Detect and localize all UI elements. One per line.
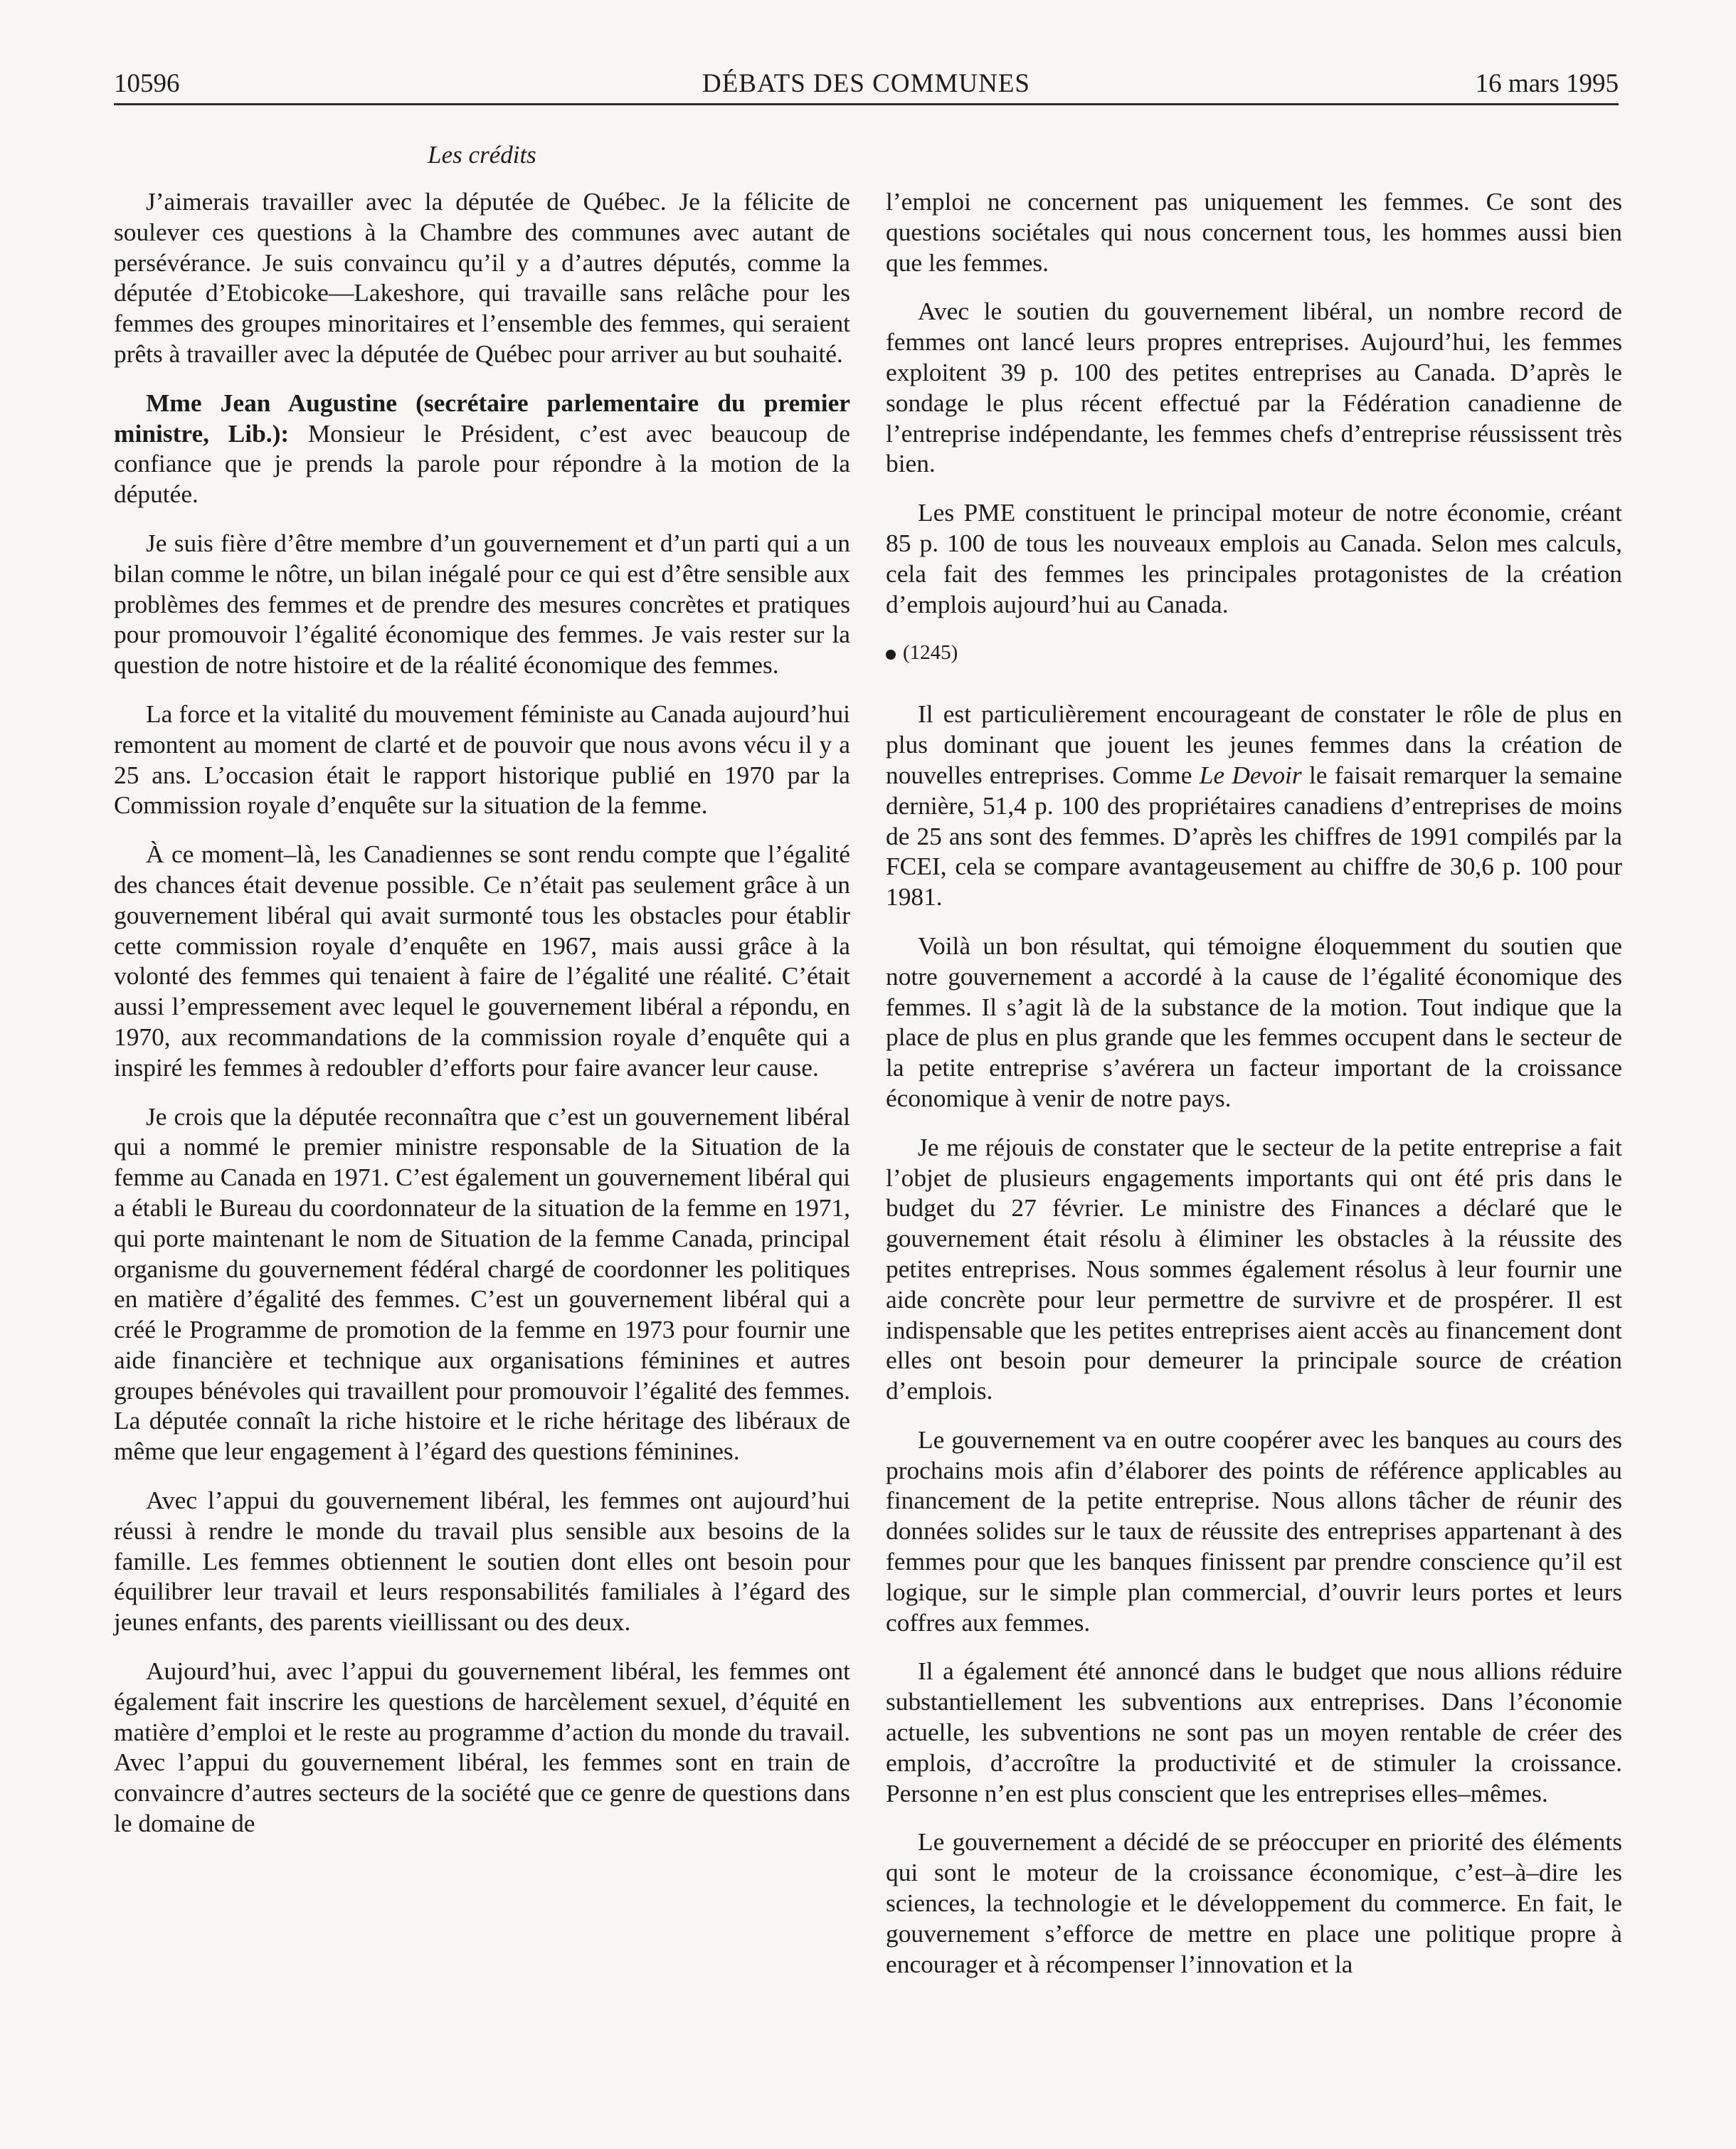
paragraph: Le gouvernement a décidé de se préoccuper en priorité des éléments qui sont le moteur de la croissance économique, c’est–à–dire les sciences, la technologie et le développement du commerce. En fait, le gouvernement s’efforce de mettre en place une politique propre à encourager et à récompenser l’innovation et la bbox=[886, 1827, 1622, 1978]
paragraph: Le gouvernement va en outre coopérer avec les banques au cours des prochains mois afin d’élaborer des points de référence applicables au financement de la petite entreprise. Nous allons tâcher de réunir des données solides sur le taux de réussite des entreprises appartenant à des femmes pour que les banques finissent par prendre conscience qu’il est logique, sur le simple plan commercial, d’ouvrir leurs portes et leurs coffres aux femmes. bbox=[886, 1425, 1622, 1637]
paragraph bbox=[886, 699, 1622, 912]
paragraph: Avec l’appui du gouvernement libéral, les femmes ont aujourd’hui réussi à rendre le monde du travail plus sensible aux besoins de la famille. Les femmes obtiennent le soutien dont elles ont besoin pour équilibrer leur travail et leurs responsabilités familiales à l’égard des jeunes enfants, des parents vieillissant ou des deux. bbox=[114, 1486, 850, 1637]
paragraph: La force et la vitalité du mouvement féministe au Canada aujourd’hui remontent au moment de clarté et de pouvoir que nous avons vécu il y a 25 ans. L’occasion était le rapport historique publié en 1970 par la Commission royale d’enquête sur la situation de la femme. bbox=[114, 699, 850, 820]
speech-text: Monsieur le Président, c’est avec beaucoup de confiance que je prends la parole pour répondre à la motion de la députée. bbox=[114, 418, 850, 509]
paragraph-continued: l’emploi ne concernent pas uniquement les femmes. Ce sont des questions sociétales qui nous concernent tous, les hommes aussi bien que les femmes. bbox=[886, 187, 1622, 277]
right-column bbox=[886, 186, 1622, 1979]
paragraph: Voilà un bon résultat, qui témoigne éloquemment du soutien que notre gouvernement a accordé à la cause de l’égalité économique des femmes. Il s’agit là de la substance de la motion. Tout indique que la place de plus en plus grande que les femmes occupent dans le secteur de la petite entreprise s’avérera un facteur important de la croissance économique à venir de notre pays. bbox=[886, 931, 1622, 1112]
paragraph: Je me réjouis de constater que le secteur de la petite entreprise a fait l’objet de plusieurs engagements importants qui ont été pris dans le budget du 27 février. Le ministre des Finances a déclaré que le gouvernement était résolu à éliminer les obstacles à la réussite des petites entreprises. Nous sommes également résolus à leur fournir une aide concrète pour leur permettre de survivre et de prospérer. Il est indispensable que les petites entreprises aient accès au financement dont elles ont besoin pour demeurer la principale source de création d’emplois. bbox=[886, 1132, 1622, 1405]
page-header bbox=[114, 64, 1619, 104]
paragraph-text: le faisait remarquer la semaine dernière, 51,4 p. 100 des propriétaires canadiens d’entreprises de moins de 25 ans sont des femmes. D’après les chiffres de 1991 compilés par la FCEI, cela se compare avantageusement au chiffre de 30,6 p. 100 pour 1981. bbox=[886, 760, 1622, 912]
left-column bbox=[114, 186, 850, 1839]
paragraph: Je suis fière d’être membre d’un gouvernement et d’un parti qui a un bilan comme le nôtre, un bilan inégalé pour ce qui est d’être sensible aux problèmes des femmes et de prendre des mesures concrètes et pratiques pour promouvoir l’égalité économique des femmes. Je vais rester sur la question de notre histoire et de la réalité économique des femmes. bbox=[114, 528, 850, 680]
bullet-icon bbox=[886, 650, 896, 660]
publication-title: DÉBATS DES COMMUNES bbox=[702, 69, 1030, 98]
section-title: Les crédits bbox=[428, 141, 536, 169]
paragraph: J’aimerais travailler avec la députée de Québec. Je la félicite de soulever ces questions à la Chambre des communes avec autant de persévérance. Je suis convaincu qu’il y a d’autres députés, comme la députée d’Etobicoke—Lakeshore, qui travaille sans relâche pour les femmes des groupes minoritaires et l’ensemble des femmes, qui seraient prêts à travailler avec la députée de Québec pour arriver au but souhaité. bbox=[114, 187, 850, 368]
paragraph: Aujourd’hui, avec l’appui du gouvernement libéral, les femmes ont également fait inscrire les questions de harcèlement sexuel, d’équité en matière d’emploi et le reste au programme d’action du monde du travail. Avec l’appui du gouvernement libéral, les femmes sont en train de convaincre d’autres secteurs de la société que ce genre de questions dans le domaine de bbox=[114, 1657, 850, 1838]
speaker-name: Mme Jean Augustine (secrétaire parlementaire du premier ministre, Lib.): bbox=[114, 388, 850, 448]
speaker-paragraph bbox=[114, 388, 850, 509]
paragraph-text: Il est particulièrement encourageant de constater le rôle de plus en plus dominant que jouent les jeunes femmes dans la création de nouvelles entreprises. Comme bbox=[886, 699, 1622, 789]
page-date: 16 mars 1995 bbox=[1475, 69, 1619, 98]
paragraph: Les PME constituent le principal moteur de notre économie, créant 85 p. 100 de tous les nouveaux emplois au Canada. Selon mes calculs, cela fait des femmes les principales protagonistes de la création d’emplois aujourd’hui au Canada. bbox=[886, 498, 1622, 618]
page-number: 10596 bbox=[114, 69, 180, 98]
paragraph: Avec le soutien du gouvernement libéral, un nombre record de femmes ont lancé leurs propres entreprises. Aujourd’hui, les femmes exploitent 39 p. 100 des petites entreprises au Canada. D’après le sondage le plus récent effectué par la Fédération canadienne de l’entreprise indépendante, les femmes chefs d’entreprise réussissent très bien. bbox=[886, 297, 1622, 478]
header-rule bbox=[114, 103, 1619, 105]
newspaper-name: Le Devoir bbox=[1199, 760, 1302, 789]
paragraph: Il a également été annoncé dans le budget que nous allions réduire substantiellement les subventions aux entreprises. Dans l’économie actuelle, les subventions ne sont pas un moyen rentable de créer des emplois, d’accroître la productivité et de stimuler la croissance. Personne n’en est plus conscient que les entreprises elles–mêmes. bbox=[886, 1657, 1622, 1807]
paragraph: Je crois que la députée reconnaîtra que c’est un gouvernement libéral qui a nommé le premier ministre responsable de la Situation de la femme au Canada en 1971. C’est également un gouvernement libéral qui a établi le Bureau du coordonnateur de la situation de la femme en 1971, qui porte maintenant le nom de Situation de la femme Canada, principal organisme du gouvernement fédéral chargé de coordonner les politiques en matière d’égalité des femmes. C’est un gouvernement libéral qui a créé le Programme de promotion de la femme en 1973 pour fournir une aide financière et technique aux organisations féminines et autres groupes bénévoles qui travaillent pour promouvoir l’égalité des femmes. La députée connaît la riche histoire et le riche héritage des libéraux de même que leur engagement à l’égard des questions féminines. bbox=[114, 1102, 850, 1466]
paragraph: À ce moment–là, les Canadiennes se sont rendu compte que l’égalité des chances était devenue possible. Ce n’était pas seulement grâce à un gouvernement libéral qui avait surmonté tous les obstacles pour établir cette commission royale d’enquête en 1967, mais aussi grâce à la volonté des femmes qui tenaient à faire de l’égalité une réalité. C’était aussi l’empressement avec lequel le gouvernement libéral a répondu, en 1970, aux recommandations de la commission royale d’enquête qui a inspiré les femmes à redoubler d’efforts pour faire avancer leur cause. bbox=[114, 840, 850, 1082]
time-marker bbox=[886, 638, 1622, 667]
time-marker-label: (1245) bbox=[903, 641, 958, 665]
